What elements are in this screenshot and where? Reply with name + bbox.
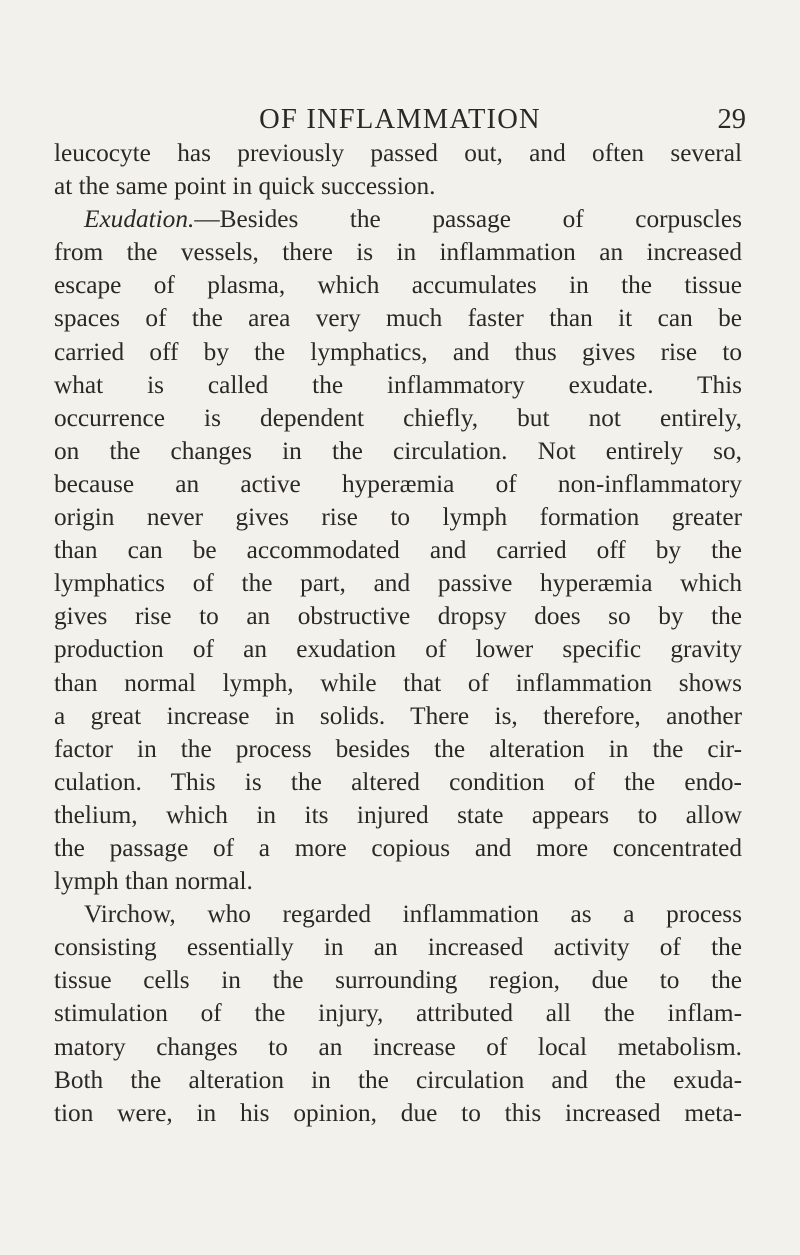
chapter-title: OF INFLAMMATION (259, 104, 541, 135)
text-line: origin never gives rise to lymph formation greater (54, 503, 742, 532)
text-line: tion were, in his opinion, due to this increased meta- (54, 1098, 742, 1127)
text-line-rest: —Besides the passage of corpuscles (194, 205, 742, 234)
text-line: on the changes in the circulation. Not entirely so, (54, 436, 742, 465)
text-line: than normal lymph, while that of inflammation shows (54, 668, 742, 697)
text-line: matory changes to an increase of local metabolism. (54, 1032, 742, 1061)
text-line: spaces of the area very much faster than it can be (54, 304, 742, 333)
text-line: the passage of a more copious and more concentrated (54, 833, 742, 862)
page-number: 29 (717, 104, 746, 135)
running-header (0, 100, 800, 140)
text-line: stimulation of the injury, attributed all the inflam- (54, 999, 742, 1028)
text-line: at the same point in quick succession. (54, 172, 436, 201)
text-line: because an active hyperæmia of non-inflammatory (54, 469, 742, 498)
text-line: what is called the inflammatory exudate. This (54, 370, 742, 399)
text-line: culation. This is the altered condition of the endo- (54, 767, 742, 796)
text-line: escape of plasma, which accumulates in the tissue (54, 271, 742, 300)
text-line: lymphatics of the part, and passive hyperæmia which (54, 569, 742, 598)
text-line: factor in the process besides the alteration in the cir- (54, 734, 742, 763)
text-line: than can be accommodated and carried off by the (54, 536, 742, 565)
text-line: leucocyte has previously passed out, and often several (54, 139, 742, 167)
text-line: carried off by the lymphatics, and thus gives rise to (54, 337, 742, 366)
text-line: lymph than normal. (54, 867, 253, 896)
text-line: a great increase in solids. There is, therefore, another (54, 701, 742, 730)
body-text (54, 137, 742, 1130)
text-line: thelium, which in its injured state appears to allow (54, 800, 742, 829)
text-line: production of an exudation of lower specific gravity (54, 635, 742, 664)
text-line: from the vessels, there is in inflammation an increased (54, 238, 742, 267)
text-line: gives rise to an obstructive dropsy does so by the (54, 602, 742, 631)
text-line: Virchow, who regarded inflammation as a process (84, 900, 742, 929)
text-line (54, 203, 742, 236)
section-heading: Exudation. (84, 205, 195, 234)
text-line: Both the alteration in the circulation and the exuda- (54, 1065, 742, 1094)
text-line: tissue cells in the surrounding region, due to the (54, 966, 742, 995)
text-line: occurrence is dependent chiefly, but not entirely, (54, 403, 742, 432)
text-line: consisting essentially in an increased activity of the (54, 933, 742, 962)
